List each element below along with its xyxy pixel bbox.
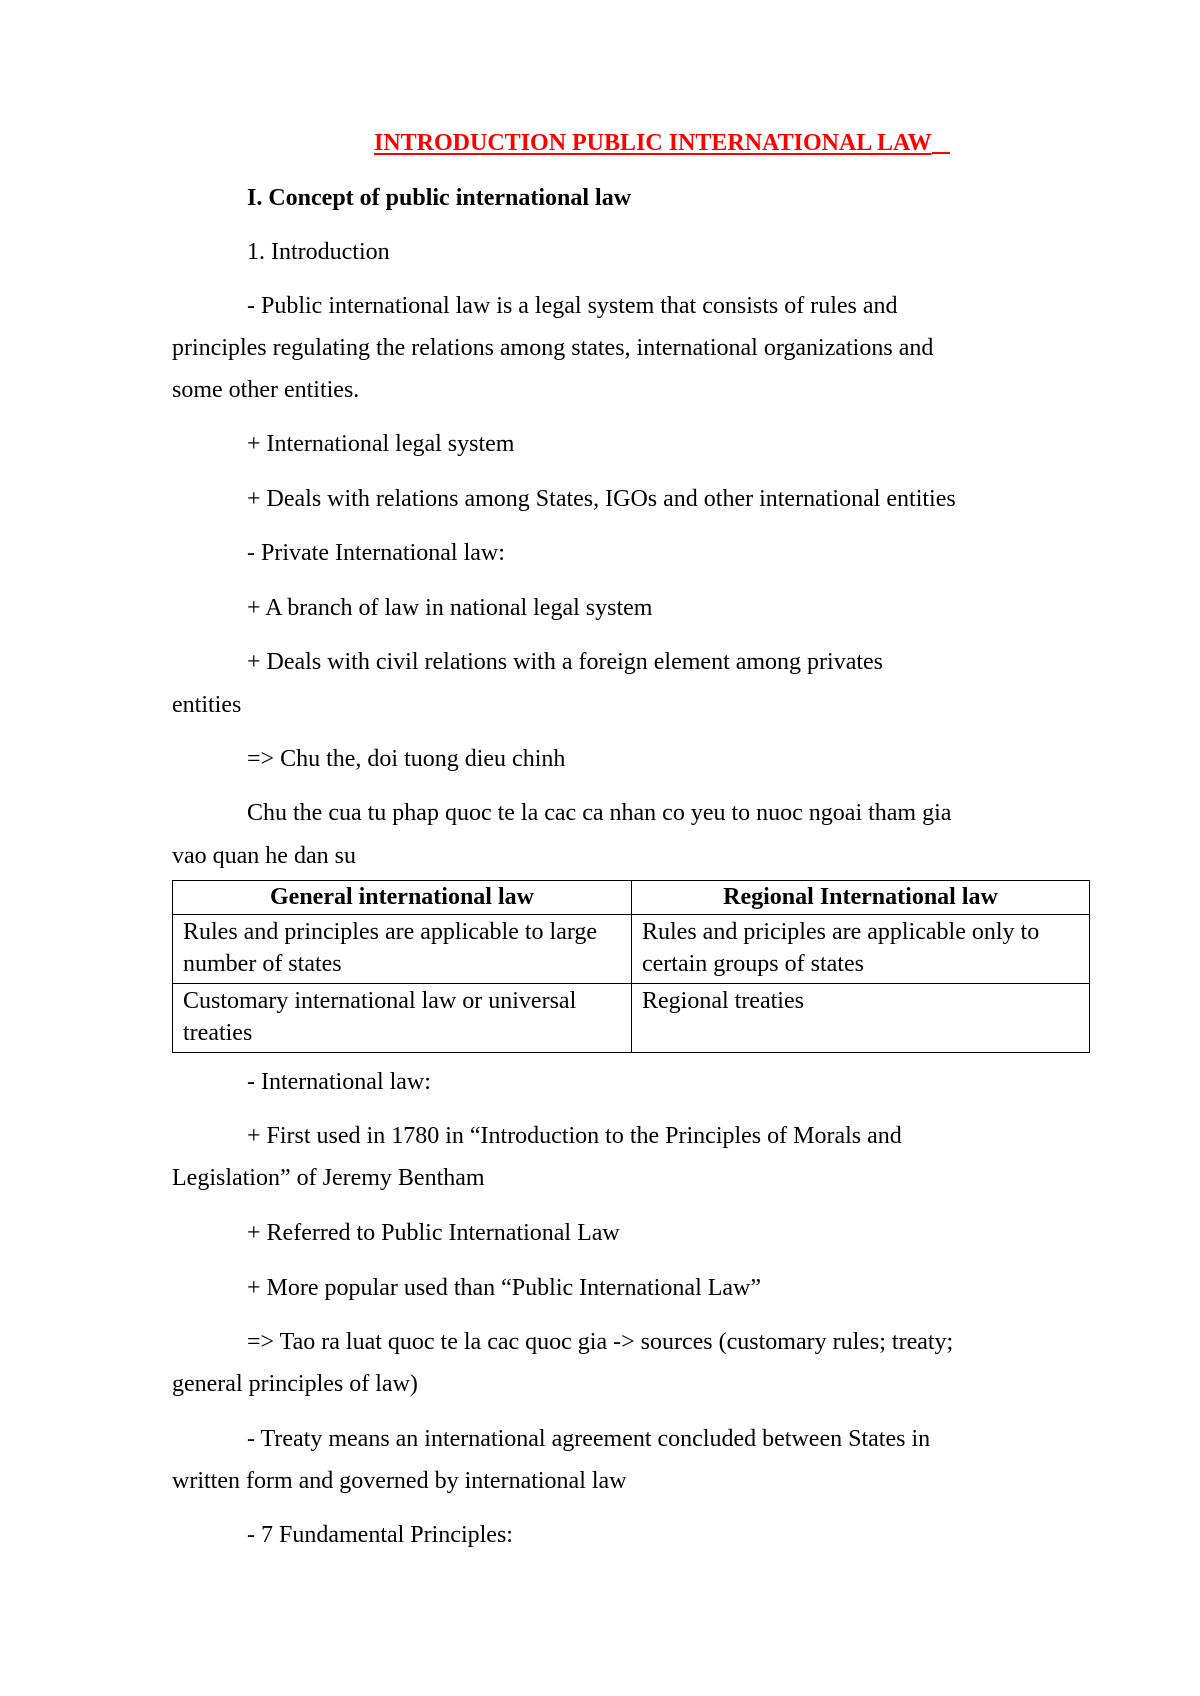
comparison-table <box>172 880 1090 1053</box>
table-cell: Rules and principles are applicable to large number of states <box>173 915 632 984</box>
section-heading: I. Concept of public international law <box>247 185 632 211</box>
title-underline-tail <box>932 150 950 154</box>
table-row <box>173 915 1090 984</box>
list-item: + Referred to Public International Law <box>247 1220 620 1246</box>
paragraph-line: - Private International law: <box>247 540 505 566</box>
table-header-cell: Regional International law <box>632 881 1090 915</box>
paragraph-line: - Public international law is a legal system that consists of rules and <box>247 293 898 319</box>
document-title <box>374 128 950 158</box>
paragraph-line: => Tao ra luat quoc te la cac quoc gia -> sources (customary rules; treaty; <box>247 1329 954 1355</box>
table-header-row <box>173 881 1090 915</box>
list-item: + Deals with relations among States, IGOs and other international entities <box>247 486 956 512</box>
paragraph-line: principles regulating the relations among states, international organizations and <box>172 335 934 361</box>
list-item: + A branch of law in national legal system <box>247 595 653 621</box>
paragraph-line: - Treaty means an international agreement concluded between States in <box>247 1426 931 1452</box>
list-item: + More popular used than “Public International Law” <box>247 1275 762 1301</box>
list-item: + International legal system <box>247 431 515 457</box>
paragraph-line: general principles of law) <box>172 1371 418 1397</box>
paragraph-line: - 7 Fundamental Principles: <box>247 1522 513 1548</box>
list-item: + First used in 1780 in “Introduction to the Principles of Morals and <box>247 1123 902 1149</box>
table-cell: Regional treaties <box>632 984 1090 1053</box>
table-cell: Rules and priciples are applicable only to certain groups of states <box>632 915 1090 984</box>
paragraph-line: => Chu the, doi tuong dieu chinh <box>247 746 566 772</box>
paragraph-line: Legislation” of Jeremy Bentham <box>172 1165 485 1191</box>
table-cell: Customary international law or universal treaties <box>173 984 632 1053</box>
table-header-cell: General international law <box>173 881 632 915</box>
subsection-heading: 1. Introduction <box>247 239 390 265</box>
paragraph-line: vao quan he dan su <box>172 843 356 869</box>
paragraph-line: - International law: <box>247 1069 431 1095</box>
paragraph-line: Chu the cua tu phap quoc te la cac ca nhan co yeu to nuoc ngoai tham gia <box>247 800 952 826</box>
table-row <box>173 984 1090 1053</box>
list-item: + Deals with civil relations with a foreign element among privates <box>247 649 884 675</box>
document-title-text: INTRODUCTION PUBLIC INTERNATIONAL LAW <box>374 130 932 156</box>
paragraph-line: written form and governed by international law <box>172 1468 627 1494</box>
paragraph-line: some other entities. <box>172 377 360 403</box>
paragraph-line: entities <box>172 692 242 718</box>
